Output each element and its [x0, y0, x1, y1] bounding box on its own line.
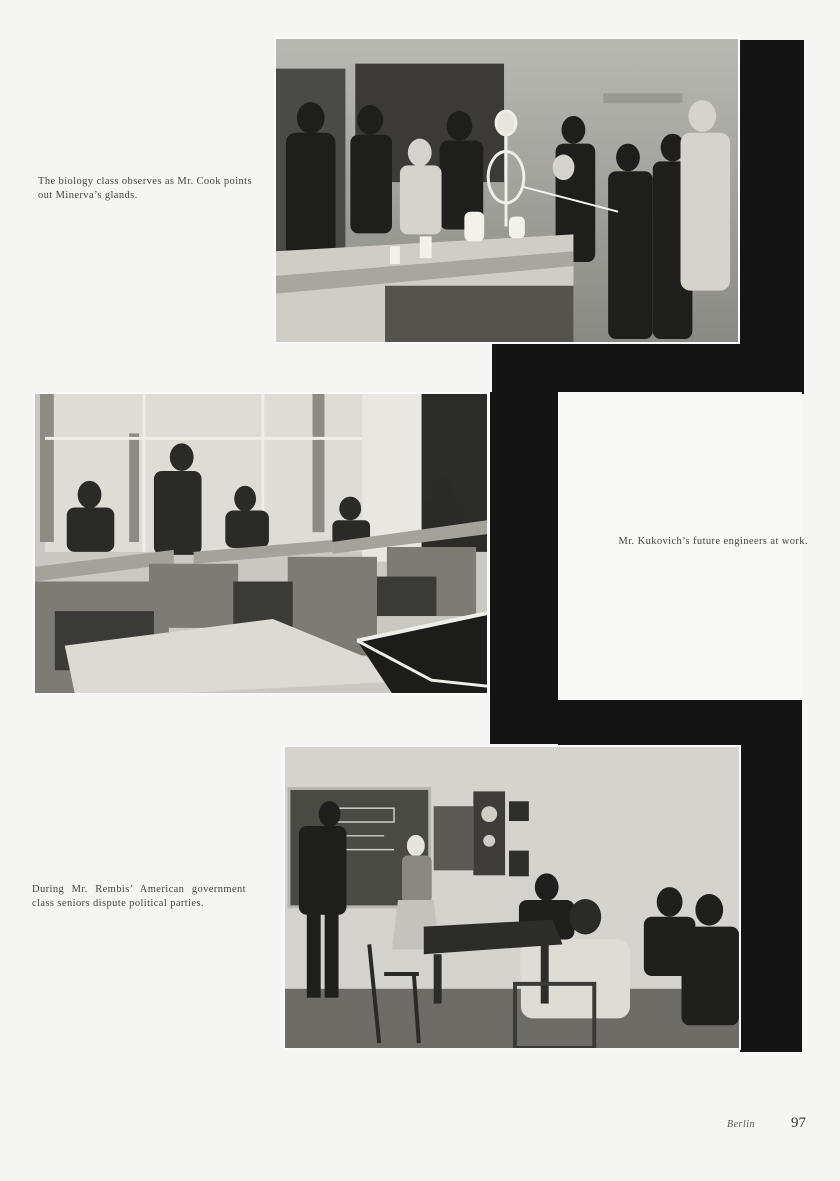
black-band-bottom-connector — [558, 700, 802, 746]
photo-government-class — [283, 745, 741, 1050]
caption-government: During Mr. Rembis’ American government class seniors dispute political parties. — [32, 884, 246, 909]
photo-drafting-class — [33, 392, 489, 695]
caption-engineers: Mr. Kukovich’s future engineers at work. — [618, 536, 808, 547]
footer-section-name: Berlin — [727, 1119, 755, 1130]
black-band-left-column — [490, 392, 558, 744]
page-number: 97 — [791, 1115, 806, 1131]
black-band-top — [740, 40, 804, 392]
black-band-middle — [492, 344, 804, 394]
caption-biology: The biology class observes as Mr. Cook points out Minerva’s glands. — [38, 176, 252, 201]
black-band-bottom-right — [740, 700, 802, 1052]
photo-biology-class — [274, 37, 740, 344]
